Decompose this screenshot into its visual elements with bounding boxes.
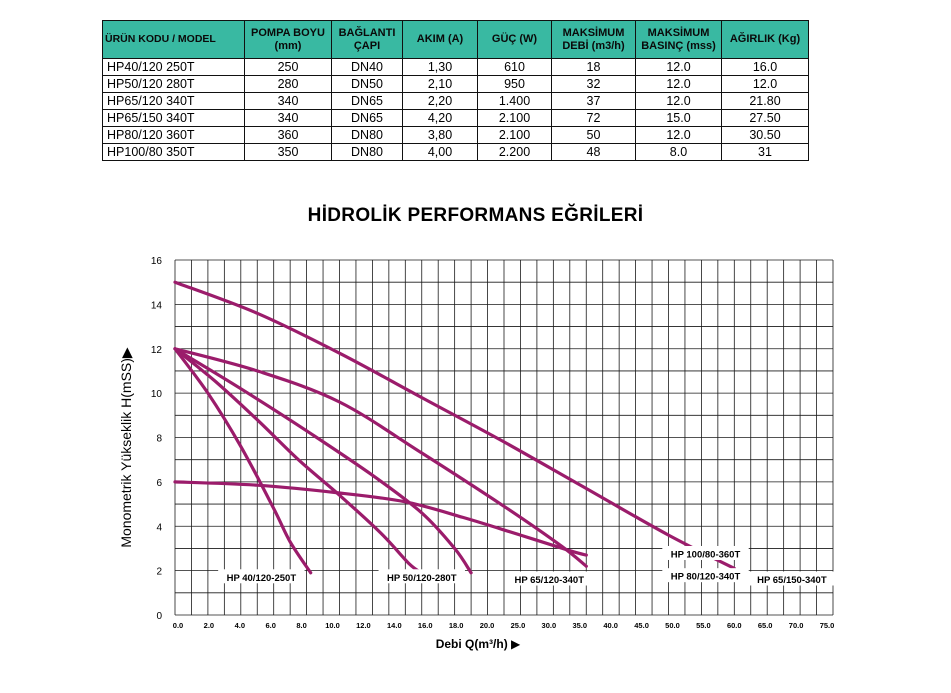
x-tick-label: 14.0 xyxy=(387,621,402,630)
curve-line xyxy=(175,349,422,573)
table-cell: DN50 xyxy=(332,76,403,93)
x-tick-label: 16.0 xyxy=(417,621,433,630)
table-cell: 15.0 xyxy=(636,110,722,127)
table-cell: 280 xyxy=(245,76,332,93)
table-cell: 250 xyxy=(245,59,332,76)
header-current: AKIM (A) xyxy=(403,21,478,59)
x-tick-label: 2.0 xyxy=(203,621,215,630)
table-cell: 2,20 xyxy=(403,93,478,110)
table-cell: 340 xyxy=(245,93,332,110)
header-max-pressure-text: MAKSİMUM BASINÇ (mss) xyxy=(641,26,716,52)
chart-title: HİDROLİK PERFORMANS EĞRİLERİ xyxy=(307,205,644,226)
table-cell: DN80 xyxy=(332,127,403,144)
header-max-flow-text: MAKSİMUM DEBİ (m3/h) xyxy=(562,26,625,52)
table-cell: 8.0 xyxy=(636,144,722,161)
table-cell: 2,10 xyxy=(403,76,478,93)
table-cell: 12.0 xyxy=(636,93,722,110)
x-tick-label: 40.0 xyxy=(603,621,618,630)
x-tick-label: 70.0 xyxy=(788,621,804,630)
curve-label: HP 100/80-360T xyxy=(670,549,741,561)
table-cell: 21.80 xyxy=(722,93,809,110)
x-tick-label: 6.0 xyxy=(265,621,276,630)
x-tick-label: 12.0 xyxy=(356,621,371,630)
table-cell: 610 xyxy=(478,59,552,76)
table-cell: HP50/120 280T xyxy=(103,76,245,93)
table-cell: 2.100 xyxy=(478,127,552,144)
table-cell: 3,80 xyxy=(403,127,478,144)
table-cell: HP80/120 360T xyxy=(103,127,245,144)
x-tick-label: 35.0 xyxy=(572,621,588,630)
header-connection-text: BAĞLANTI ÇAPI xyxy=(338,26,396,52)
table-cell: 340 xyxy=(245,110,332,127)
table-cell: 48 xyxy=(552,144,636,161)
table-cell: 350 xyxy=(245,144,332,161)
table-cell: 4,00 xyxy=(403,144,478,161)
x-tick-label: 0.0 xyxy=(172,621,184,630)
y-tick-label: 8 xyxy=(156,433,162,445)
table-cell: 12.0 xyxy=(636,76,722,93)
table-cell: DN40 xyxy=(332,59,403,76)
table-cell: 4,20 xyxy=(403,110,478,127)
table-cell: 30.50 xyxy=(722,127,809,144)
x-tick-label: 55.0 xyxy=(696,621,711,630)
table-cell: 1.400 xyxy=(478,93,552,110)
y-tick-label: 4 xyxy=(156,522,162,534)
table-cell: 72 xyxy=(552,110,636,127)
x-tick-label: 60.0 xyxy=(726,621,742,630)
header-pump-length-text: POMPA BOYU (mm) xyxy=(251,26,325,52)
table-cell: 12.0 xyxy=(636,127,722,144)
table-cell: 18 xyxy=(552,59,636,76)
y-tick-label: 10 xyxy=(150,389,162,401)
y-tick-label: 12 xyxy=(150,344,162,356)
y-tick-label: 16 xyxy=(150,256,162,267)
x-axis-label: Debi Q(m³/h) ▶ xyxy=(435,637,521,651)
y-tick-label: 6 xyxy=(156,477,162,489)
table-cell: 360 xyxy=(245,127,332,144)
y-tick-label: 14 xyxy=(150,300,162,312)
x-tick-label: 20.0 xyxy=(479,621,495,630)
table-cell: 2.200 xyxy=(478,144,552,161)
table-cell: 37 xyxy=(552,93,636,110)
table-cell: HP65/150 340T xyxy=(103,110,245,127)
curve-label: HP 50/120-280T xyxy=(386,572,457,584)
table-cell: 1,30 xyxy=(403,59,478,76)
table-cell: 12.0 xyxy=(636,59,722,76)
x-tick-label: 75.0 xyxy=(819,621,835,630)
table-cell: 32 xyxy=(552,76,636,93)
x-tick-label: 25.0 xyxy=(510,621,526,630)
table-cell: 12.0 xyxy=(722,76,809,93)
table-cell: 27.50 xyxy=(722,110,809,127)
table-cell: 2.100 xyxy=(478,110,552,127)
table-cell: DN65 xyxy=(332,93,403,110)
y-axis-label: Monometrik Yükseklik H(mSS)▶ xyxy=(118,347,134,548)
table-cell: DN65 xyxy=(332,110,403,127)
x-tick-label: 8.0 xyxy=(296,621,307,630)
x-tick-label: 65.0 xyxy=(757,621,773,630)
curve-label: HP 40/120-250T xyxy=(226,572,297,584)
table-cell: HP65/120 340T xyxy=(103,93,245,110)
table-cell: 50 xyxy=(552,127,636,144)
curve-label: HP 65/120-340T xyxy=(514,575,585,586)
header-model: ÜRÜN KODU / MODEL xyxy=(103,21,245,59)
curve-label: HP 80/120-340T xyxy=(670,571,741,583)
x-tick-label: 4.0 xyxy=(234,621,246,630)
x-tick-label: 30.0 xyxy=(541,621,557,630)
table-cell: HP100/80 350T xyxy=(103,144,245,161)
header-power: GÜÇ (W) xyxy=(478,21,552,59)
x-tick-label: 18.0 xyxy=(448,621,464,630)
table-cell: 31 xyxy=(722,144,809,161)
table-cell: 950 xyxy=(478,76,552,93)
x-tick-label: 10.0 xyxy=(325,621,340,630)
curve-label: HP 65/150-340T xyxy=(757,575,827,586)
table-cell: 16.0 xyxy=(722,59,809,76)
x-tick-label: 50.0 xyxy=(665,621,680,630)
table-cell: HP40/120 250T xyxy=(103,59,245,76)
y-tick-label: 2 xyxy=(156,566,162,578)
header-weight: AĞIRLIK (Kg) xyxy=(722,21,809,59)
x-tick-label: 45.0 xyxy=(634,621,649,630)
table-cell: DN80 xyxy=(332,144,403,161)
y-tick-label: 0 xyxy=(156,611,162,622)
